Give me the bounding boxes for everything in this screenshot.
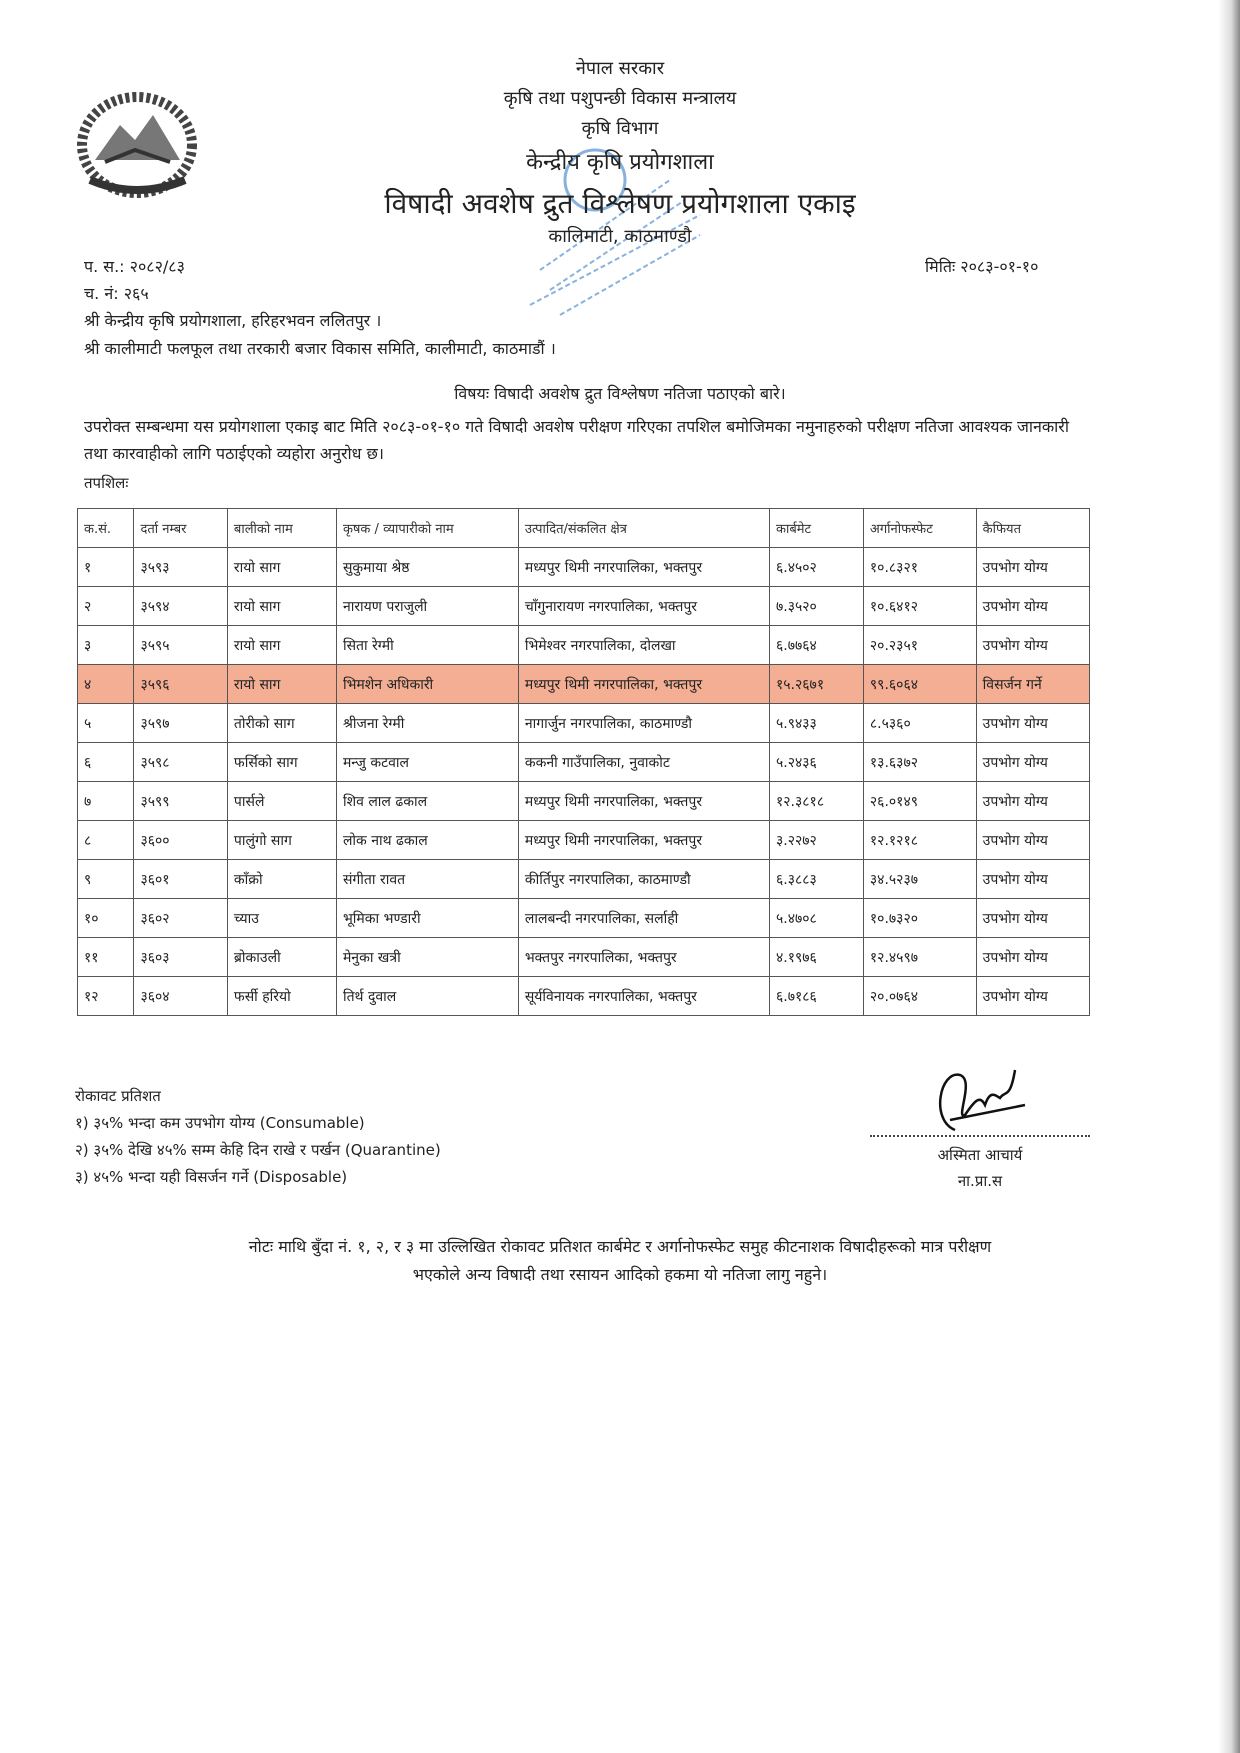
table-cell: तिर्थ दुवाल <box>336 977 518 1016</box>
table-cell: विसर्जन गर्ने <box>976 665 1089 704</box>
column-header: कृषक / व्यापारीको नाम <box>336 509 518 548</box>
table-cell: ७.३५२० <box>769 587 863 626</box>
note <box>0 1233 1240 1289</box>
signatory-title: ना.प्रा.स <box>957 1172 1003 1190</box>
table-cell: ३५९५ <box>134 626 227 665</box>
table-cell: उपभोग योग्य <box>976 821 1089 860</box>
table-cell: ३६०३ <box>134 938 227 977</box>
table-cell: मध्यपुर थिमी नगरपालिका, भक्तपुर <box>518 665 769 704</box>
column-header: उत्पादित/संकलित क्षेत्र <box>518 509 769 548</box>
table-cell: ४.१९७६ <box>769 938 863 977</box>
table-cell: उपभोग योग्य <box>976 977 1089 1016</box>
table-header-row <box>78 509 1090 548</box>
letter-subject: विषयः विषादी अवशेष द्रुत विश्लेषण नतिजा पठाएको बारे। <box>454 384 786 403</box>
note-line-2: भएकोले अन्य विषादी तथा रसायन आदिको हकमा यो नतिजा लागु नहुने। <box>412 1265 828 1284</box>
table-row <box>78 743 1090 782</box>
table-cell: सूर्यविनायक नगरपालिका, भक्तपुर <box>518 977 769 1016</box>
table-cell: ५.२४३६ <box>769 743 863 782</box>
table-row <box>78 821 1090 860</box>
table-cell: लोक नाथ ढकाल <box>336 821 518 860</box>
table-cell: उपभोग योग्य <box>976 860 1089 899</box>
header-unit: विषादी अवशेष द्रुत विश्लेषण प्रयोगशाला एकाइ <box>384 187 856 220</box>
table-cell: श्रीजना रेग्मी <box>336 704 518 743</box>
table-cell: फर्सी हरियो <box>227 977 336 1016</box>
table-cell: ३५९९ <box>134 782 227 821</box>
column-header: अर्गानोफस्फेट <box>863 509 976 548</box>
table-row <box>78 782 1090 821</box>
table-cell: १ <box>78 548 134 587</box>
table-cell: संगीता रावत <box>336 860 518 899</box>
legend-item: १) ३५% भन्दा कम उपभोग योग्य (Consumable) <box>75 1114 365 1132</box>
table-cell: मध्यपुर थिमी नगरपालिका, भक्तपुर <box>518 548 769 587</box>
table-cell: १२.३८१८ <box>769 782 863 821</box>
inhibition-legend <box>75 1083 441 1191</box>
table-cell: चाँगुनारायण नगरपालिका, भक्तपुर <box>518 587 769 626</box>
note-line-1: नोटः माथि बुँदा नं. १, २, र ३ मा उल्लिखित रोकावट प्रतिशत कार्बमेट र अर्गानोफस्फेट समुह कीटनाशक विषादीहरूको मात्र परीक्षण <box>248 1237 992 1256</box>
table-cell: लालबन्दी नगरपालिका, सर्लाही <box>518 899 769 938</box>
signature-block <box>870 1060 1090 1191</box>
signature-mark <box>925 1060 1035 1140</box>
table-cell: ३६०४ <box>134 977 227 1016</box>
table-cell: तोरीको साग <box>227 704 336 743</box>
header-government: नेपाल सरकार <box>575 58 665 79</box>
table-cell: ५.४७०८ <box>769 899 863 938</box>
table-cell: १०.८३२१ <box>863 548 976 587</box>
table-cell: रायो साग <box>227 548 336 587</box>
table-cell: उपभोग योग्य <box>976 782 1089 821</box>
table-cell: रायो साग <box>227 587 336 626</box>
column-header: कैफियत <box>976 509 1089 548</box>
column-header: बालीको नाम <box>227 509 336 548</box>
table-cell: उपभोग योग्य <box>976 899 1089 938</box>
table-cell: काँक्रो <box>227 860 336 899</box>
table-cell: मन्जु कटवाल <box>336 743 518 782</box>
table-cell: शिव लाल ढकाल <box>336 782 518 821</box>
table-row <box>78 626 1090 665</box>
table-cell: उपभोग योग्य <box>976 938 1089 977</box>
table-row <box>78 704 1090 743</box>
dispatch-number: च. नं: २६५ <box>84 284 149 303</box>
table-cell: कीर्तिपुर नगरपालिका, काठमाण्डौ <box>518 860 769 899</box>
table-cell: ११ <box>78 938 134 977</box>
recipient-2: श्री कालीमाटी फलफूल तथा तरकारी बजार विकास समिति, कालीमाटी, काठमाडौं । <box>84 339 556 358</box>
table-cell: ३४.५२३७ <box>863 860 976 899</box>
table-cell: मध्यपुर थिमी नगरपालिका, भक्तपुर <box>518 782 769 821</box>
table-cell: १२ <box>78 977 134 1016</box>
legend-item: ३) ४५% भन्दा यही विसर्जन गर्ने (Disposable) <box>75 1168 348 1186</box>
table-cell: ७ <box>78 782 134 821</box>
table-cell: भक्तपुर नगरपालिका, भक्तपुर <box>518 938 769 977</box>
letter-date: मितिः २०८३-०१-१० <box>925 257 1039 276</box>
table-cell: उपभोग योग्य <box>976 587 1089 626</box>
table-cell: मध्यपुर थिमी नगरपालिका, भक्तपुर <box>518 821 769 860</box>
column-header: क.सं. <box>78 509 134 548</box>
table-cell: भिमशेन अधिकारी <box>336 665 518 704</box>
table-cell: ३६०१ <box>134 860 227 899</box>
table-cell: ६.४५०२ <box>769 548 863 587</box>
table-cell: ६ <box>78 743 134 782</box>
table-row <box>78 665 1090 704</box>
signatory-name: अस्मिता आचार्य <box>937 1146 1023 1164</box>
header-address: कालिमाटी, काठमाण्डौ <box>548 226 692 247</box>
legend-title: रोकावट प्रतिशत <box>75 1087 161 1105</box>
table-row <box>78 899 1090 938</box>
table-cell: ३५९३ <box>134 548 227 587</box>
header-ministry: कृषि तथा पशुपन्छी विकास मन्त्रालय <box>503 88 737 109</box>
table-cell: १३.६३७२ <box>863 743 976 782</box>
table-cell: उपभोग योग्य <box>976 548 1089 587</box>
table-cell: सुकुमाया श्रेष्ठ <box>336 548 518 587</box>
table-cell: ९ <box>78 860 134 899</box>
table-row <box>78 587 1090 626</box>
table-cell: भूमिका भण्डारी <box>336 899 518 938</box>
table-cell: रायो साग <box>227 665 336 704</box>
table-cell: २०.२३५१ <box>863 626 976 665</box>
table-cell: ३ <box>78 626 134 665</box>
table-cell: १२.४५९७ <box>863 938 976 977</box>
table-cell: ब्रोकाउली <box>227 938 336 977</box>
header-lab: केन्द्रीय कृषि प्रयोगशाला <box>526 150 714 175</box>
table-cell: ३५९४ <box>134 587 227 626</box>
table-cell: १०.७३२० <box>863 899 976 938</box>
table-cell: पार्सले <box>227 782 336 821</box>
table-cell: उपभोग योग्य <box>976 626 1089 665</box>
table-cell: ८.५३६० <box>863 704 976 743</box>
letter-ref-number: प. स.: २०८२/८३ <box>84 257 185 276</box>
table-cell: ३६०० <box>134 821 227 860</box>
table-cell: ९९.६०६४ <box>863 665 976 704</box>
letter-body: उपरोक्त सम्बन्धमा यस प्रयोगशाला एकाइ बाट मिति २०८३-०१-१० गते विषादी अवशेष परीक्षण गरिएका तपशिल बमोजिमका नमुनाहरुको परीक्षण नतिजा आवश्यक जानकारी तथा कारवाहीको लागि पठाईएको व्यहोरा अनुरोध छ। <box>84 417 1069 463</box>
table-cell: ३.२२७२ <box>769 821 863 860</box>
results-table <box>77 508 1090 1016</box>
table-row <box>78 860 1090 899</box>
table-cell: ३५९७ <box>134 704 227 743</box>
legend-item: २) ३५% देखि ४५% सम्म केहि दिन राखे र पर्खन (Quarantine) <box>75 1141 441 1159</box>
table-cell: उपभोग योग्य <box>976 704 1089 743</box>
table-cell: ८ <box>78 821 134 860</box>
table-cell: उपभोग योग्य <box>976 743 1089 782</box>
table-cell: फर्सिको साग <box>227 743 336 782</box>
recipient-1: श्री केन्द्रीय कृषि प्रयोगशाला, हरिहरभवन ललितपुर । <box>84 311 382 330</box>
table-cell: २ <box>78 587 134 626</box>
table-row <box>78 977 1090 1016</box>
table-cell: ६.७७६४ <box>769 626 863 665</box>
table-cell: ६.७१८६ <box>769 977 863 1016</box>
table-cell: मेनुका खत्री <box>336 938 518 977</box>
table-cell: ३५९८ <box>134 743 227 782</box>
table-cell: ३६०२ <box>134 899 227 938</box>
table-cell: ५.९४३३ <box>769 704 863 743</box>
table-row <box>78 938 1090 977</box>
table-cell: १२.१२१८ <box>863 821 976 860</box>
table-cell: नागार्जुन नगरपालिका, काठमाण्डौ <box>518 704 769 743</box>
table-cell: ३५९६ <box>134 665 227 704</box>
header-department: कृषि विभाग <box>581 118 659 139</box>
details-label: तपशिलः <box>84 474 129 492</box>
column-header: दर्ता नम्बर <box>134 509 227 548</box>
table-cell: च्याउ <box>227 899 336 938</box>
table-cell: सिता रेग्मी <box>336 626 518 665</box>
scan-edge <box>1218 0 1240 1753</box>
table-cell: २६.०१४९ <box>863 782 976 821</box>
table-cell: ६.३८८३ <box>769 860 863 899</box>
table-cell: १५.२६७१ <box>769 665 863 704</box>
table-cell: ककनी गाउँपालिका, नुवाकोट <box>518 743 769 782</box>
table-row <box>78 548 1090 587</box>
table-cell: भिमेश्वर नगरपालिका, दोलखा <box>518 626 769 665</box>
table-cell: नारायण पराजुली <box>336 587 518 626</box>
table-cell: १०.६४१२ <box>863 587 976 626</box>
column-header: कार्बमेट <box>769 509 863 548</box>
table-cell: ४ <box>78 665 134 704</box>
table-cell: रायो साग <box>227 626 336 665</box>
table-cell: १० <box>78 899 134 938</box>
table-cell: पालुंगो साग <box>227 821 336 860</box>
table-cell: ५ <box>78 704 134 743</box>
table-cell: २०.०७६४ <box>863 977 976 1016</box>
